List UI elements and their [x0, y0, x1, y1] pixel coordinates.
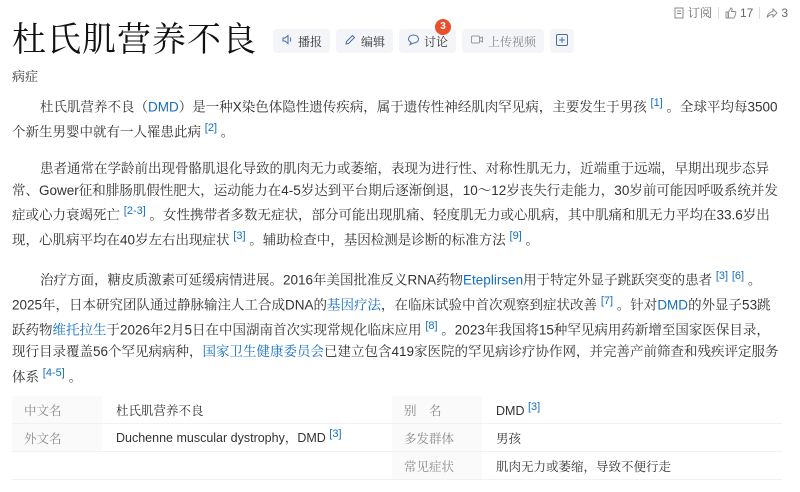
discuss-label: 讨论 — [424, 34, 449, 49]
paragraph-treatment — [12, 266, 782, 388]
reference[interactable]: [8] — [425, 320, 438, 332]
info-label: 别 名 — [392, 396, 482, 423]
text: 于2026年2月5日在中国湖南首次实现常规化临床应用 — [106, 322, 426, 338]
info-label: 外文名 — [12, 424, 102, 451]
summary-content — [12, 93, 782, 403]
reference[interactable]: [2-3] — [123, 205, 146, 217]
text: 。辅助检查中，基因检测是诊断的标准方法 — [245, 232, 510, 248]
reference[interactable]: [3] — [527, 400, 541, 413]
speaker-icon — [281, 33, 294, 49]
link-dmd[interactable]: DMD — [148, 99, 179, 115]
reference[interactable]: [1] — [650, 97, 663, 109]
share-icon — [766, 7, 778, 19]
info-label: 中文名 — [12, 396, 102, 423]
plus-box-icon — [555, 33, 569, 50]
text: 治疗方面，糖皮质激素可延缓病情进展。2016年美国批准反义RNA药物 — [40, 272, 464, 288]
text: 。 — [521, 232, 540, 248]
text: ，在临床试验中首次观察到症状改善 — [381, 297, 601, 313]
text: 。2023年我国将15种罕见病用药新增至国家医保目录，现行目录覆盖56个罕见病病种， — [12, 322, 770, 359]
reference[interactable]: [7] — [600, 295, 614, 307]
info-value: 男孩 — [496, 431, 522, 446]
info-row — [12, 396, 782, 424]
info-row — [12, 424, 782, 452]
text: 。 — [64, 369, 83, 384]
text: 。全球平均每3500个新生男婴中就有一人罹患此病 — [12, 99, 778, 140]
upload-video-label: 上传视频 — [488, 34, 537, 49]
share-count: 3 — [781, 5, 788, 20]
reference[interactable]: [2] — [204, 122, 217, 134]
subscribe-label: 订阅 — [687, 6, 712, 20]
toolbar — [273, 21, 574, 53]
paragraph-symptoms — [12, 158, 782, 251]
info-value: 杜氏肌营养不良 — [116, 403, 204, 418]
reference[interactable]: [3] — [715, 270, 729, 282]
text: 用于特定外显子跳跃突变的患者 — [523, 272, 716, 288]
page-subtitle: 病症 — [12, 69, 39, 84]
add-button[interactable] — [550, 29, 574, 53]
text: 的外显子53跳跃药物 — [12, 297, 771, 338]
chat-bubble-icon — [407, 33, 420, 49]
link-nhc[interactable]: 国家卫生健康委员会 — [202, 344, 325, 359]
text: 。女性携带者多数无症状，部分可能出现肌痛、轻度肌无力或心肌病，其中肌痛和肌无力平均在33.6岁出现，心肌病平均在40岁左右出现症状 — [12, 207, 770, 248]
pencil-icon — [344, 33, 357, 49]
discuss-badge: 3 — [435, 19, 451, 35]
info-label: 常见症状 — [392, 452, 482, 479]
paragraph-intro — [12, 93, 782, 143]
page-title: 杜氏肌营养不良 — [12, 21, 257, 59]
info-value-text: DMD — [496, 404, 525, 419]
edit-label: 编辑 — [361, 34, 386, 49]
broadcast-button[interactable] — [273, 29, 330, 53]
info-value — [102, 428, 392, 446]
text: 患者通常在学龄前出现骨骼肌退化导致的肌肉无力或萎缩，表现为进行性、对称性肌无力，近端重于远端，早期出现步态异常、Gower征和腓肠肌假性肥大，运动能力在4-5岁达到平台期后逐渐倒退，10～12岁丧失行走能力，30岁前可能因呼吸系统并发症或心力衰竭死亡 — [12, 161, 778, 223]
video-camera-icon — [470, 33, 484, 49]
text: 。2025年，日本研究团队通过静脉输注人工合成DNA的 — [12, 272, 762, 313]
upload-video-button[interactable] — [462, 29, 544, 53]
like-count: 17 — [739, 5, 754, 20]
reference[interactable]: [9] — [509, 230, 522, 242]
text: 杜氏肌营养不良（ — [40, 99, 148, 115]
text: 。针对 — [613, 297, 658, 313]
title-row — [12, 18, 790, 62]
text: 。 — [217, 124, 235, 140]
info-row — [12, 452, 782, 480]
broadcast-label: 播报 — [298, 34, 323, 49]
reference[interactable]: [3] — [233, 230, 246, 242]
thumbs-up-icon — [725, 7, 737, 19]
edit-button[interactable] — [336, 29, 393, 53]
info-value — [482, 401, 540, 418]
text: 已建立包含419家医院的罕见病诊疗协作网，并完善产前筛查和残疾评定服务体系 — [12, 344, 779, 384]
basic-info-table — [12, 396, 782, 480]
info-value: 肌肉无力或萎缩，导致不便行走 — [496, 459, 672, 474]
reference[interactable]: [6] — [731, 270, 745, 282]
link-dmd[interactable]: DMD — [657, 297, 689, 313]
text: ）是一种X染色体隐性遗传疾病，属于遗传性神经肌肉罕见病，主要发生于男孩 — [178, 99, 651, 115]
link-eteplirsen[interactable]: Eteplirsen — [463, 272, 524, 288]
info-label: 多发群体 — [392, 424, 482, 451]
reference[interactable]: [3] — [329, 428, 342, 441]
info-value-text: Duchenne muscular dystrophy，DMD — [116, 431, 326, 446]
bookmark-icon — [673, 7, 685, 19]
link-gene-therapy[interactable]: 基因疗法 — [327, 297, 382, 313]
link-viltolarsen[interactable]: 维托拉生 — [52, 322, 107, 338]
reference[interactable]: [4-5] — [42, 366, 65, 379]
info-label — [12, 452, 102, 479]
discuss-button[interactable] — [399, 21, 456, 53]
